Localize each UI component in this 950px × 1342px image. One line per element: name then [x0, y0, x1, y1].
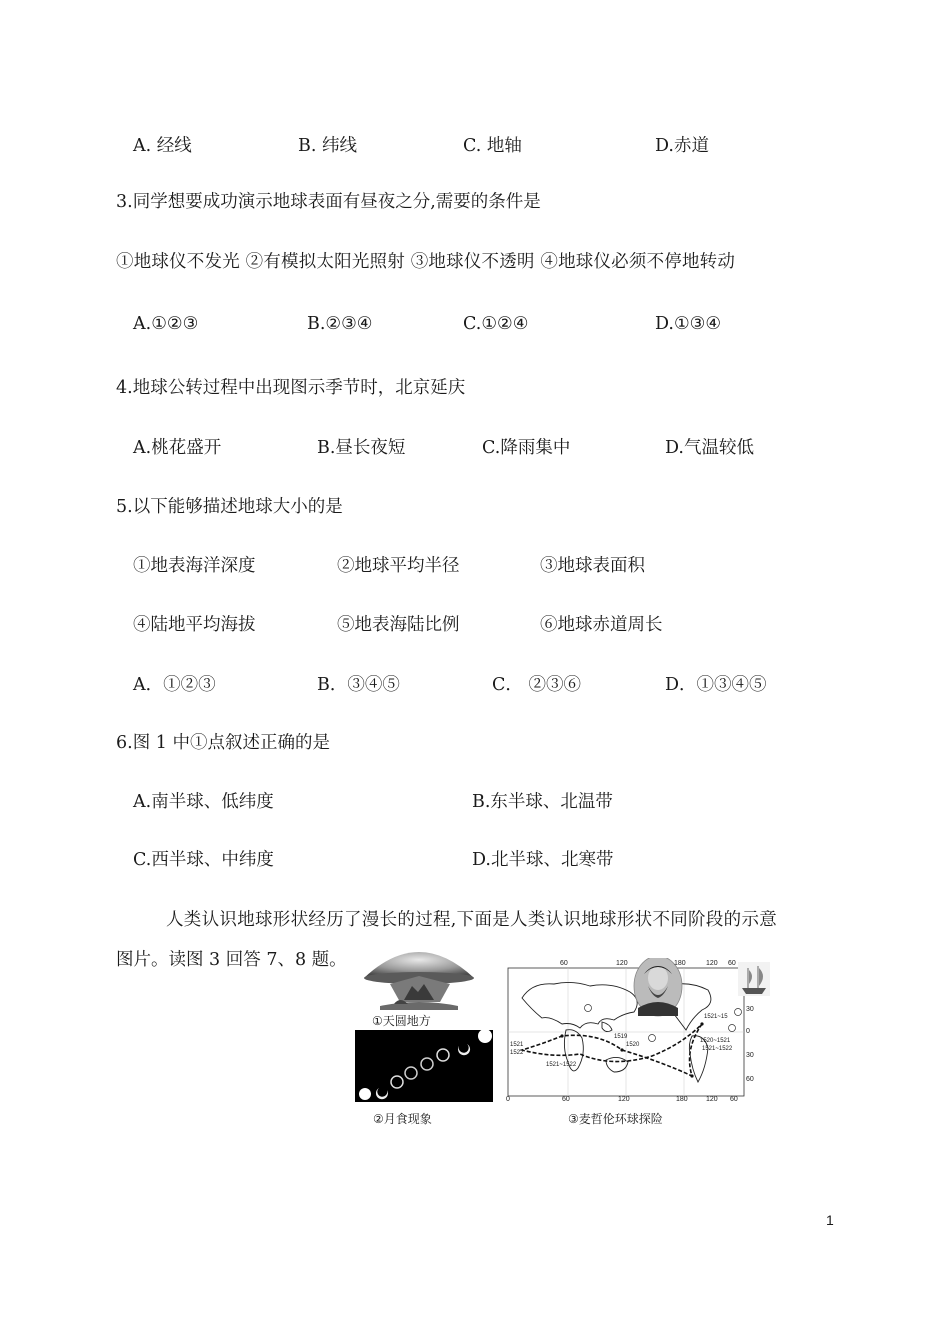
passage-line-2: 图片。读图 3 回答 7、8 题。 [116, 950, 347, 970]
q3-option-a: A.①②③ [133, 314, 199, 334]
q6-stem: 6.图 1 中①点叙述正确的是 [116, 733, 330, 753]
map-tick-bottom-5: 120 [706, 1096, 718, 1103]
map-tick-top-4: 120 [706, 960, 718, 967]
q4-option-d: D.气温较低 [665, 438, 754, 458]
page-number: 1 [826, 1212, 834, 1228]
passage-line-1: 人类认识地球形状经历了漫长的过程,下面是人类认识地球形状不同阶段的示意 [166, 910, 778, 930]
figure-heaven-round-earth-square [360, 940, 478, 1012]
route-year-5: 1521~1522 [546, 1062, 577, 1068]
q5-option-a: A．①②③ [133, 675, 216, 695]
map-tick-right-2: 0 [746, 1028, 750, 1035]
map-tick-top-3: 180 [674, 960, 686, 967]
dome-illustration [360, 940, 478, 1012]
q4-stem: 4.地球公转过程中出现图示季节时，北京延庆 [116, 378, 466, 398]
q6-option-b: B.东半球、北温带 [472, 792, 613, 812]
q5-item-4: ④陆地平均海拔 [133, 615, 256, 635]
q2-option-c: C. 地轴 [463, 136, 522, 156]
q4-option-b: B.昼长夜短 [317, 438, 406, 458]
q3-stem: 3.同学想要成功演示地球表面有昼夜之分,需要的条件是 [116, 192, 541, 212]
map-tick-top-5: 60 [728, 960, 736, 967]
caption-3: ③麦哲伦环球探险 [568, 1112, 663, 1126]
q3-option-d: D.①③④ [655, 314, 722, 334]
q5-option-c: C． ②③⑥ [492, 675, 581, 695]
lunar-eclipse-sequence [355, 1030, 493, 1102]
q5-item-2: ②地球平均半径 [337, 556, 460, 576]
q2-option-b: B. 纬线 [298, 136, 357, 156]
map-tick-bottom-3: 120 [618, 1096, 630, 1103]
map-tick-bottom-6: 60 [730, 1096, 738, 1103]
q5-option-b: B．③④⑤ [317, 675, 400, 695]
route-year-7: 1520~1521 [700, 1038, 731, 1044]
world-map-route [502, 958, 774, 1108]
q4-option-c: C.降雨集中 [482, 438, 571, 458]
q6-option-a: A.南半球、低纬度 [133, 792, 274, 812]
map-tick-right-3: 30 [746, 1052, 754, 1059]
caption-2: ②月食现象 [373, 1112, 432, 1126]
map-tick-right-1: 30 [746, 1006, 754, 1013]
route-year-6: 1521~1522 [702, 1046, 733, 1052]
map-tick-right-4: 60 [746, 1076, 754, 1083]
q6-option-c: C.西半球、中纬度 [133, 850, 274, 870]
map-tick-bottom-4: 180 [676, 1096, 688, 1103]
route-year-3: 1521 [510, 1042, 524, 1048]
q6-option-d: D.北半球、北寒带 [472, 850, 614, 870]
q5-item-1: ①地表海洋深度 [133, 556, 256, 576]
route-year-4: 1522 [510, 1050, 524, 1056]
figure-magellan-voyage [502, 958, 774, 1108]
ship-icon [738, 962, 770, 996]
q2-option-a: A. 经线 [133, 136, 192, 156]
map-tick-top-1: 60 [560, 960, 568, 967]
q5-item-6: ⑥地球赤道周长 [540, 615, 663, 635]
q5-option-d: D．①③④⑤ [665, 675, 767, 695]
q3-option-c: C.①②④ [463, 314, 529, 334]
q5-stem: 5.以下能够描述地球大小的是 [116, 497, 343, 517]
q5-item-3: ③地球表面积 [540, 556, 645, 576]
map-tick-bottom-1: 0 [506, 1096, 510, 1103]
q3-conditions: ①地球仪不发光 ②有模拟太阳光照射 ③地球仪不透明 ④地球仪必须不停地转动 [116, 252, 736, 272]
map-tick-bottom-2: 60 [562, 1096, 570, 1103]
route-year-1: 1519 [614, 1034, 628, 1040]
q2-option-d: D.赤道 [655, 136, 709, 156]
figure-lunar-eclipse [355, 1030, 493, 1102]
route-year-8: 1521~15 [704, 1014, 728, 1020]
q5-item-5: ⑤地表海陆比例 [337, 615, 460, 635]
q3-option-b: B.②③④ [307, 314, 373, 334]
map-tick-top-2: 120 [616, 960, 628, 967]
route-year-2: 1520 [626, 1042, 640, 1048]
q4-option-a: A.桃花盛开 [133, 438, 222, 458]
caption-1: ①天圆地方 [372, 1014, 431, 1028]
